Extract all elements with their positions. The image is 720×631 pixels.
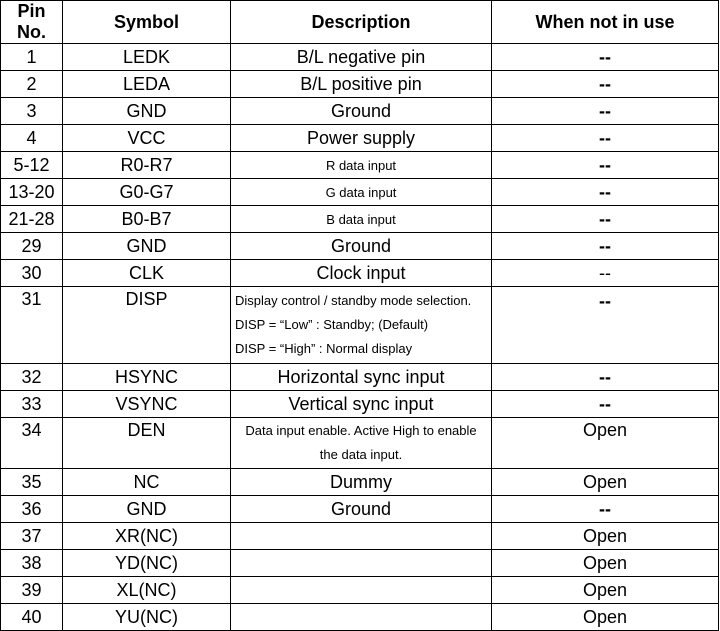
table-row <box>1 391 719 418</box>
table-row <box>1 152 719 179</box>
pin-cell: 40 <box>1 604 63 631</box>
table-row <box>1 523 719 550</box>
symbol-cell: YU(NC) <box>63 604 231 631</box>
description-cell: Dummy <box>231 469 492 496</box>
pin-cell: 1 <box>1 44 63 71</box>
table-row <box>1 496 719 523</box>
unused-cell: -- <box>492 179 719 206</box>
unused-cell: -- <box>492 496 719 523</box>
description-cell <box>231 604 492 631</box>
symbol-cell: VSYNC <box>63 391 231 418</box>
description-cell: Clock input <box>231 260 492 287</box>
pin-cell: 37 <box>1 523 63 550</box>
table-row <box>1 364 719 391</box>
description-cell: Ground <box>231 496 492 523</box>
unused-cell: -- <box>492 206 719 233</box>
symbol-cell: CLK <box>63 260 231 287</box>
pin-cell: 32 <box>1 364 63 391</box>
description-line: Display control / standby mode selection. <box>235 293 472 308</box>
description-cell: Ground <box>231 233 492 260</box>
pin-cell: 33 <box>1 391 63 418</box>
symbol-cell: XL(NC) <box>63 577 231 604</box>
pin-cell: 30 <box>1 260 63 287</box>
description-cell: G data input <box>231 179 492 206</box>
symbol-cell: GND <box>63 496 231 523</box>
symbol-cell: XR(NC) <box>63 523 231 550</box>
symbol-cell: DISP <box>63 287 231 364</box>
description-line: Data input enable. Active High to enable <box>245 423 477 438</box>
description-line: the data input. <box>319 447 403 462</box>
symbol-cell: G0-G7 <box>63 179 231 206</box>
table-row <box>1 44 719 71</box>
unused-cell: Open <box>492 469 719 496</box>
symbol-cell: LEDK <box>63 44 231 71</box>
header-pin-no: Pin No. <box>1 1 63 44</box>
pin-cell: 39 <box>1 577 63 604</box>
pin-cell: 21-28 <box>1 206 63 233</box>
unused-cell: -- <box>492 44 719 71</box>
symbol-cell: HSYNC <box>63 364 231 391</box>
pin-cell: 2 <box>1 71 63 98</box>
unused-cell: -- <box>492 71 719 98</box>
description-cell <box>231 418 492 469</box>
description-cell <box>231 287 492 364</box>
unused-cell: -- <box>492 260 719 287</box>
pin-cell: 3 <box>1 98 63 125</box>
table-row <box>1 418 719 469</box>
symbol-cell: DEN <box>63 418 231 469</box>
unused-cell: Open <box>492 577 719 604</box>
symbol-cell: LEDA <box>63 71 231 98</box>
header-symbol: Symbol <box>63 1 231 44</box>
table-row <box>1 469 719 496</box>
pin-cell: 34 <box>1 418 63 469</box>
unused-cell: Open <box>492 418 719 469</box>
header-row <box>1 1 719 44</box>
unused-cell: -- <box>492 287 719 364</box>
table-row <box>1 71 719 98</box>
unused-cell: -- <box>492 152 719 179</box>
unused-cell: Open <box>492 523 719 550</box>
unused-cell: -- <box>492 98 719 125</box>
description-cell <box>231 523 492 550</box>
description-line: DISP = “Low” : Standby; (Default) <box>235 317 429 332</box>
pin-cell: 38 <box>1 550 63 577</box>
symbol-cell: B0-B7 <box>63 206 231 233</box>
description-cell: B/L positive pin <box>231 71 492 98</box>
pin-cell: 4 <box>1 125 63 152</box>
description-cell: R data input <box>231 152 492 179</box>
unused-cell: -- <box>492 364 719 391</box>
unused-cell: Open <box>492 604 719 631</box>
description-line: DISP = “High” : Normal display <box>235 341 413 356</box>
table-row <box>1 577 719 604</box>
table-row <box>1 98 719 125</box>
description-cell <box>231 577 492 604</box>
table-row <box>1 604 719 631</box>
description-cell: Ground <box>231 98 492 125</box>
header-when-not-in-use: When not in use <box>492 1 719 44</box>
symbol-cell: GND <box>63 233 231 260</box>
unused-cell: -- <box>492 391 719 418</box>
table-row <box>1 260 719 287</box>
description-cell: B/L negative pin <box>231 44 492 71</box>
table-row <box>1 179 719 206</box>
table-row <box>1 206 719 233</box>
description-cell <box>231 550 492 577</box>
symbol-cell: GND <box>63 98 231 125</box>
symbol-cell: YD(NC) <box>63 550 231 577</box>
symbol-cell: NC <box>63 469 231 496</box>
unused-cell: -- <box>492 233 719 260</box>
table-row <box>1 550 719 577</box>
description-cell: Power supply <box>231 125 492 152</box>
pin-cell: 13-20 <box>1 179 63 206</box>
description-cell: B data input <box>231 206 492 233</box>
unused-cell: -- <box>492 125 719 152</box>
pin-cell: 36 <box>1 496 63 523</box>
description-cell: Horizontal sync input <box>231 364 492 391</box>
table-row <box>1 125 719 152</box>
pin-cell: 31 <box>1 287 63 364</box>
symbol-cell: R0-R7 <box>63 152 231 179</box>
symbol-cell: VCC <box>63 125 231 152</box>
description-cell: Vertical sync input <box>231 391 492 418</box>
table-row <box>1 287 719 364</box>
pin-cell: 5-12 <box>1 152 63 179</box>
header-description: Description <box>231 1 492 44</box>
pin-cell: 35 <box>1 469 63 496</box>
table-row <box>1 233 719 260</box>
pin-cell: 29 <box>1 233 63 260</box>
unused-cell: Open <box>492 550 719 577</box>
